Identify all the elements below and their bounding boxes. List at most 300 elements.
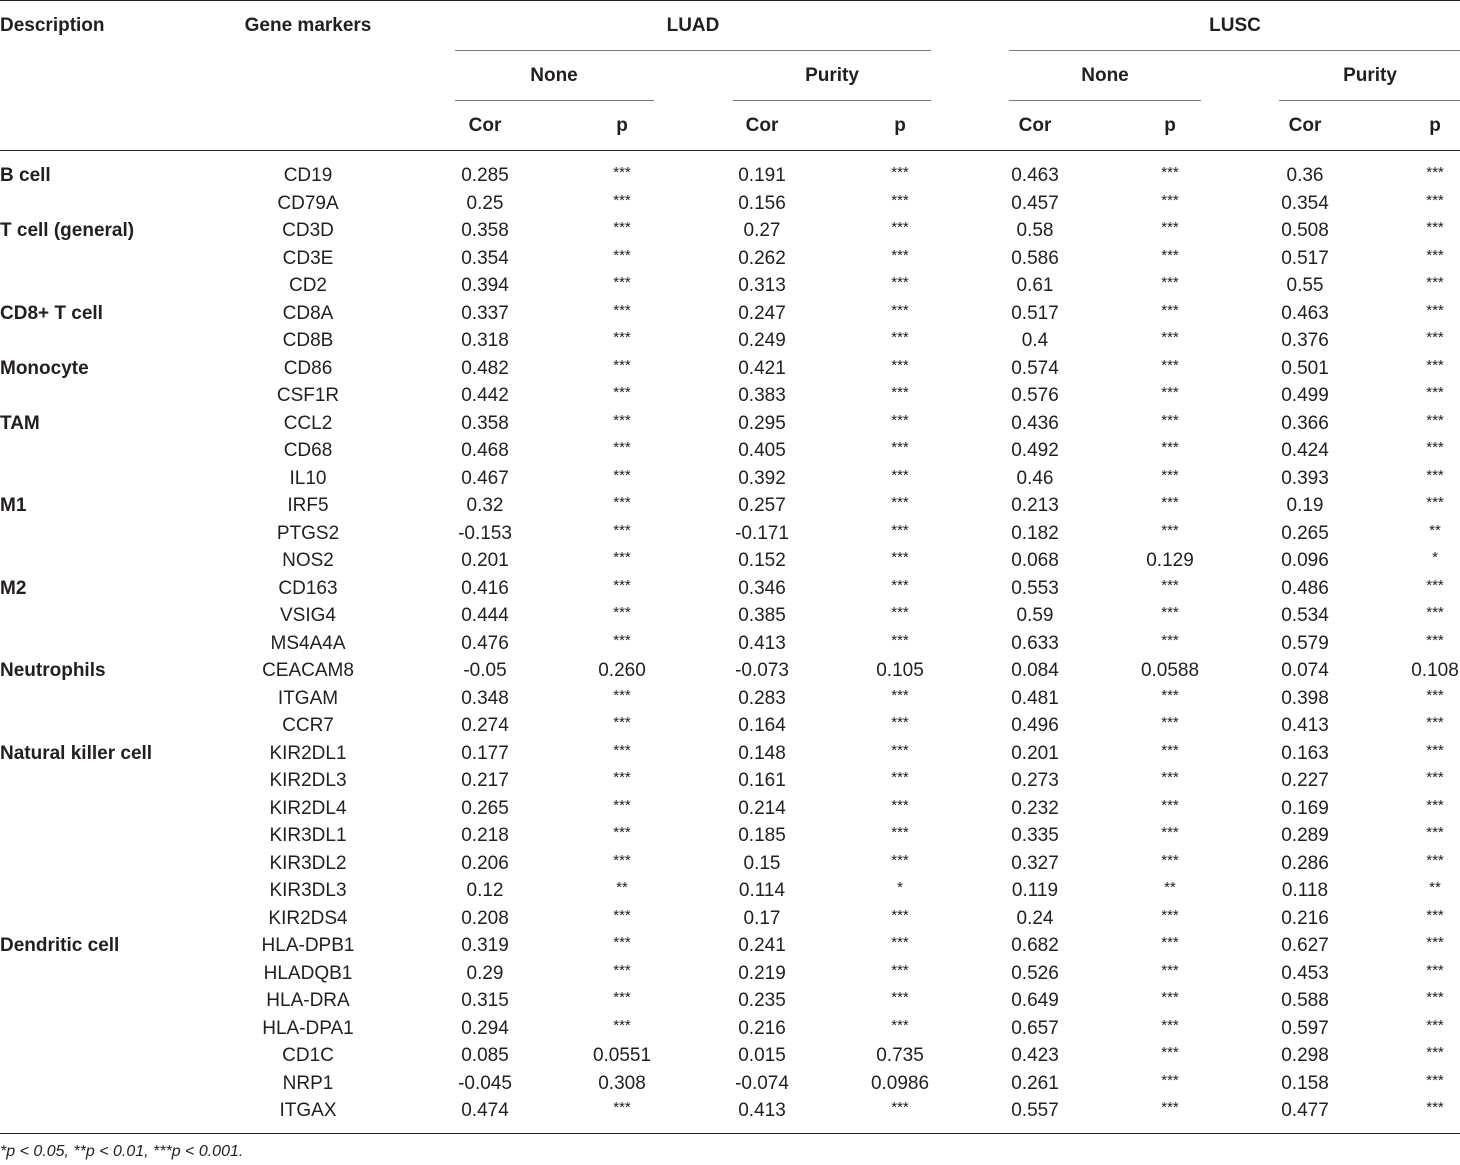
cell-lusc-none-p: ***: [1161, 686, 1179, 704]
cell-lusc-purity-cor: 0.074: [1281, 660, 1329, 681]
cell-luad-none-cor: 0.337: [461, 302, 509, 324]
cell-luad-purity-p: ***: [891, 549, 909, 566]
cell-lusc-none-cor: 0.46: [1016, 467, 1054, 489]
cell-lusc-none-cor: 0.213: [1011, 495, 1059, 516]
cell-luad-purity-cor: 0.219: [738, 962, 786, 984]
cell-luad-purity-p: 0.0986: [870, 1072, 930, 1094]
cell-lusc-purity-cor: 0.169: [1281, 797, 1329, 819]
cell-lusc-none-p: ***: [1161, 384, 1179, 401]
cell-luad-none-p: ***: [613, 411, 631, 429]
cell-lusc-purity-p: ***: [1426, 1099, 1444, 1116]
cell-luad-none-cor: 0.218: [461, 825, 509, 846]
table-row: [0, 1070, 1460, 1098]
cell-lusc-purity-cor: 0.463: [1281, 302, 1329, 324]
cell-lusc-purity-p: ***: [1426, 851, 1444, 869]
cell-gene-marker: PTGS2: [276, 522, 340, 544]
cell-luad-purity-cor: 0.257: [738, 495, 786, 516]
header-lusc-none-cor: Cor: [1018, 115, 1052, 136]
cell-gene-marker: CD79A: [277, 192, 339, 214]
cell-lusc-none-cor: 0.457: [1011, 192, 1059, 214]
cell-luad-none-p: ***: [613, 631, 631, 649]
cell-description: Natural killer cell: [0, 742, 153, 764]
cell-lusc-purity-p: ***: [1426, 274, 1444, 291]
cell-luad-purity-cor: 0.164: [738, 715, 786, 736]
cell-luad-none-p: **: [616, 879, 628, 896]
cell-luad-none-p: ***: [613, 576, 631, 594]
cell-luad-none-cor: 0.315: [461, 990, 509, 1011]
cell-gene-marker: ITGAX: [279, 1100, 337, 1121]
table-row: [0, 905, 1460, 933]
table-row: [0, 740, 1460, 768]
cell-luad-purity-cor: 0.313: [738, 275, 786, 296]
cell-lusc-none-cor: 0.517: [1011, 302, 1059, 324]
cell-luad-purity-cor: 0.413: [738, 632, 786, 654]
cell-luad-purity-p: ***: [891, 769, 909, 786]
cell-lusc-none-p: 0.129: [1146, 550, 1194, 571]
cell-luad-none-cor: 0.348: [461, 687, 509, 709]
cell-lusc-none-cor: 0.182: [1011, 522, 1059, 544]
cell-luad-none-cor: 0.354: [461, 247, 509, 269]
cell-lusc-purity-p: ***: [1426, 164, 1444, 181]
table-row: [0, 520, 1460, 548]
cell-lusc-none-cor: 0.24: [1016, 907, 1054, 929]
cell-luad-none-cor: 0.208: [461, 907, 509, 929]
cell-luad-none-p: ***: [613, 191, 631, 209]
cell-luad-none-p: ***: [613, 686, 631, 704]
cell-gene-marker: HLA-DPB1: [261, 935, 355, 956]
cell-luad-purity-p: 0.105: [876, 660, 924, 681]
cell-lusc-purity-cor: 0.579: [1281, 632, 1329, 654]
cell-lusc-purity-cor: 0.227: [1281, 770, 1329, 791]
cell-lusc-purity-p: ***: [1426, 219, 1444, 236]
cell-luad-purity-cor: 0.385: [738, 605, 786, 626]
cell-luad-none-cor: 0.318: [461, 330, 509, 351]
cell-luad-purity-cor: 0.249: [738, 330, 786, 351]
cell-lusc-purity-p: *: [1432, 549, 1438, 566]
cell-luad-none-p: 0.0551: [592, 1045, 652, 1066]
cell-luad-purity-p: ***: [891, 384, 909, 401]
cell-gene-marker: NOS2: [282, 550, 334, 571]
cell-luad-purity-cor: 0.148: [738, 742, 786, 764]
header-lusc-none-p: p: [1164, 115, 1176, 136]
cell-lusc-purity-p: ***: [1426, 604, 1444, 621]
cell-lusc-purity-cor: 0.354: [1281, 192, 1329, 214]
header-lusc-purity-cor: Cor: [1288, 115, 1322, 136]
cell-lusc-none-cor: 0.463: [1011, 165, 1059, 186]
cell-lusc-none-cor: 0.201: [1011, 742, 1059, 764]
cell-lusc-purity-p: ***: [1426, 356, 1444, 374]
table-row: [0, 767, 1460, 795]
cell-luad-none-cor: 0.32: [466, 495, 504, 516]
cell-lusc-purity-p: ***: [1426, 714, 1444, 731]
cell-lusc-purity-p: ***: [1426, 1044, 1444, 1061]
cell-luad-none-cor: 0.085: [461, 1045, 509, 1066]
cell-luad-none-cor: 0.217: [461, 770, 509, 791]
cell-luad-purity-cor: 0.152: [738, 550, 786, 571]
cell-luad-purity-cor: 0.17: [743, 907, 781, 929]
cell-luad-none-cor: -0.045: [458, 1072, 512, 1094]
cell-lusc-purity-cor: 0.424: [1281, 440, 1329, 461]
cell-lusc-none-p: ***: [1161, 989, 1179, 1006]
cell-lusc-none-cor: 0.657: [1011, 1017, 1059, 1039]
cell-luad-none-p: ***: [613, 549, 631, 566]
cell-lusc-none-p: ***: [1161, 906, 1179, 924]
cell-luad-none-p: ***: [613, 246, 631, 264]
cell-lusc-none-cor: 0.586: [1011, 247, 1059, 269]
lusc-group-rule: [1009, 50, 1460, 51]
cell-luad-none-cor: 0.444: [461, 605, 509, 626]
header-lusc-purity-p: p: [1429, 115, 1441, 136]
table-row: [0, 300, 1460, 328]
cell-lusc-none-p: ***: [1161, 961, 1179, 979]
cell-lusc-none-p: ***: [1161, 604, 1179, 621]
cell-lusc-none-p: ***: [1161, 521, 1179, 539]
cell-lusc-purity-cor: 0.627: [1281, 935, 1329, 956]
cell-gene-marker: CD1C: [282, 1045, 334, 1066]
cell-description: M1: [0, 495, 27, 516]
cell-luad-none-cor: -0.153: [458, 522, 512, 544]
cell-lusc-purity-p: ***: [1426, 384, 1444, 401]
cell-gene-marker: CD2: [288, 275, 328, 296]
header-gene-markers: Gene markers: [244, 15, 372, 36]
cell-lusc-purity-p: ***: [1426, 439, 1444, 456]
cell-luad-purity-cor: 0.235: [738, 990, 786, 1011]
cell-lusc-purity-cor: 0.366: [1281, 412, 1329, 434]
cell-luad-none-cor: 0.12: [466, 880, 504, 901]
cell-luad-purity-p: ***: [891, 439, 909, 456]
cell-luad-purity-cor: -0.073: [735, 660, 789, 681]
cell-lusc-purity-p: ***: [1426, 934, 1444, 951]
cell-luad-none-p: ***: [613, 604, 631, 621]
cell-luad-purity-cor: 0.283: [738, 687, 786, 709]
cell-luad-none-p: ***: [613, 824, 631, 841]
cell-luad-purity-p: ***: [891, 301, 909, 319]
table-row: [0, 327, 1460, 355]
cell-gene-marker: IRF5: [287, 495, 329, 516]
cell-luad-purity-cor: -0.171: [735, 522, 789, 544]
cell-luad-none-p: ***: [613, 989, 631, 1006]
cell-lusc-purity-p: ***: [1426, 769, 1444, 786]
table-row: [0, 822, 1460, 850]
cell-luad-purity-p: ***: [891, 714, 909, 731]
cell-lusc-purity-p: ***: [1426, 989, 1444, 1006]
cell-lusc-none-cor: 0.649: [1011, 990, 1059, 1011]
header-lusc-none: None: [1081, 65, 1129, 86]
cell-luad-purity-p: ***: [891, 411, 909, 429]
cell-lusc-none-p: ***: [1161, 934, 1179, 951]
cell-luad-none-p: ***: [613, 274, 631, 291]
cell-lusc-none-p: ***: [1161, 494, 1179, 511]
cell-luad-purity-p: 0.735: [876, 1045, 924, 1066]
cell-luad-purity-p: ***: [891, 604, 909, 621]
cell-gene-marker: CD3E: [282, 247, 334, 269]
cell-luad-none-cor: 0.467: [461, 467, 509, 489]
cell-lusc-purity-cor: 0.55: [1286, 275, 1324, 296]
cell-lusc-purity-p: ***: [1426, 796, 1444, 814]
table-row: [0, 795, 1460, 823]
cell-luad-none-p: ***: [613, 769, 631, 786]
cell-gene-marker: CD163: [278, 577, 338, 599]
table-row: [0, 547, 1460, 575]
cell-luad-purity-cor: 0.114: [738, 880, 786, 901]
cell-luad-purity-p: ***: [891, 906, 909, 924]
cell-luad-purity-p: ***: [891, 466, 909, 484]
cell-lusc-purity-cor: 0.477: [1281, 1100, 1329, 1121]
cell-luad-purity-cor: 0.405: [738, 440, 786, 461]
cell-description: M2: [0, 577, 27, 599]
cell-lusc-none-p: ***: [1161, 1071, 1179, 1089]
cell-lusc-purity-cor: 0.19: [1286, 495, 1324, 516]
cell-lusc-purity-p: ***: [1426, 494, 1444, 511]
cell-luad-none-cor: 0.468: [461, 440, 509, 461]
cell-luad-none-cor: 0.265: [461, 797, 509, 819]
header-bottom-rule: [0, 150, 1460, 151]
cell-gene-marker: CD86: [283, 357, 333, 379]
cell-luad-purity-cor: -0.074: [735, 1072, 789, 1094]
cell-gene-marker: KIR3DL1: [269, 825, 347, 846]
cell-luad-purity-cor: 0.392: [738, 467, 786, 489]
cell-luad-none-cor: 0.358: [461, 220, 509, 241]
lusc-purity-rule: [1279, 100, 1460, 101]
cell-luad-purity-p: ***: [891, 1016, 909, 1034]
cell-luad-none-p: ***: [613, 384, 631, 401]
cell-luad-purity-cor: 0.413: [738, 1100, 786, 1121]
cell-lusc-none-p: ***: [1161, 439, 1179, 456]
cell-luad-none-p: ***: [613, 1099, 631, 1116]
cell-lusc-purity-cor: 0.588: [1281, 990, 1329, 1011]
cell-luad-purity-cor: 0.295: [738, 412, 786, 434]
cell-luad-none-p: ***: [613, 521, 631, 539]
cell-luad-purity-cor: 0.383: [738, 385, 786, 406]
cell-luad-none-p: ***: [613, 741, 631, 759]
cell-luad-none-p: 0.260: [598, 660, 646, 681]
cell-lusc-purity-p: ***: [1426, 631, 1444, 649]
cell-luad-purity-cor: 0.156: [738, 192, 786, 214]
table-row: [0, 630, 1460, 658]
cell-lusc-none-cor: 0.423: [1011, 1045, 1059, 1066]
cell-gene-marker: MS4A4A: [270, 632, 346, 654]
cell-luad-none-p: ***: [613, 934, 631, 951]
cell-lusc-none-cor: 0.119: [1011, 880, 1059, 901]
cell-lusc-none-p: ***: [1161, 769, 1179, 786]
cell-lusc-none-cor: 0.4: [1021, 330, 1049, 351]
cell-luad-none-p: ***: [613, 219, 631, 236]
cell-lusc-none-p: ***: [1161, 576, 1179, 594]
cell-luad-none-cor: 0.25: [466, 192, 504, 214]
cell-luad-none-cor: 0.285: [461, 165, 509, 186]
cell-lusc-none-p: ***: [1161, 851, 1179, 869]
cell-luad-purity-p: ***: [891, 356, 909, 374]
table-row: [0, 272, 1460, 300]
cell-luad-none-p: ***: [613, 906, 631, 924]
cell-lusc-none-cor: 0.58: [1016, 220, 1054, 241]
table-row: [0, 217, 1460, 245]
header-luad-none: None: [530, 65, 578, 86]
cell-lusc-none-cor: 0.068: [1011, 550, 1059, 571]
cell-luad-none-p: ***: [613, 439, 631, 456]
cell-luad-purity-p: ***: [891, 576, 909, 594]
cell-lusc-none-p: ***: [1161, 466, 1179, 484]
cell-luad-none-cor: 0.177: [461, 742, 509, 764]
cell-luad-none-cor: 0.442: [461, 385, 509, 406]
cell-luad-purity-cor: 0.346: [738, 577, 786, 599]
cell-lusc-purity-cor: 0.534: [1281, 605, 1329, 626]
luad-group-rule: [455, 50, 931, 51]
cell-description: B cell: [0, 165, 51, 186]
cell-lusc-none-cor: 0.526: [1011, 962, 1059, 984]
cell-luad-none-p: ***: [613, 1016, 631, 1034]
lusc-none-rule: [1009, 100, 1201, 101]
header-description: Description: [0, 15, 105, 36]
table-row: [0, 602, 1460, 630]
cell-lusc-none-cor: 0.576: [1011, 385, 1059, 406]
cell-lusc-purity-cor: 0.36: [1286, 165, 1324, 186]
cell-lusc-none-cor: 0.232: [1011, 797, 1059, 819]
cell-luad-none-cor: 0.416: [461, 577, 509, 599]
table-row: [0, 437, 1460, 465]
cell-lusc-none-p: ***: [1161, 219, 1179, 236]
cell-lusc-none-p: ***: [1161, 1044, 1179, 1061]
table-row: [0, 657, 1460, 685]
table-row: [0, 575, 1460, 603]
table-row: [0, 245, 1460, 273]
table-row: [0, 685, 1460, 713]
cell-luad-purity-cor: 0.247: [738, 302, 786, 324]
cell-lusc-none-p: ***: [1161, 824, 1179, 841]
cell-lusc-none-p: ***: [1161, 741, 1179, 759]
cell-lusc-none-cor: 0.481: [1011, 687, 1059, 709]
cell-luad-purity-p: ***: [891, 1099, 909, 1116]
cell-luad-purity-cor: 0.185: [738, 825, 786, 846]
table-bottom-rule: [0, 1133, 1460, 1134]
cell-gene-marker: KIR2DL1: [269, 742, 347, 764]
cell-luad-none-p: ***: [613, 466, 631, 484]
cell-luad-none-p: ***: [613, 301, 631, 319]
cell-luad-none-p: ***: [613, 494, 631, 511]
cell-description: CD8+ T cell: [0, 302, 103, 324]
cell-gene-marker: KIR2DL3: [269, 770, 347, 791]
table-top-rule: [0, 0, 1460, 1]
cell-lusc-none-cor: 0.492: [1011, 440, 1059, 461]
table-footnote: *p < 0.05, **p < 0.01, ***p < 0.001.: [0, 1143, 244, 1160]
cell-gene-marker: KIR3DL3: [269, 880, 347, 901]
cell-luad-purity-p: *: [897, 879, 903, 896]
table-row: [0, 355, 1460, 383]
cell-gene-marker: IL10: [289, 467, 327, 489]
cell-luad-purity-cor: 0.262: [738, 247, 786, 269]
cell-lusc-none-cor: 0.574: [1011, 357, 1059, 379]
cell-lusc-purity-cor: 0.298: [1281, 1045, 1329, 1066]
cell-lusc-none-cor: 0.557: [1011, 1100, 1059, 1121]
cell-lusc-purity-cor: 0.398: [1281, 687, 1329, 709]
cell-lusc-none-p: ***: [1161, 714, 1179, 731]
cell-luad-none-cor: 0.201: [461, 550, 509, 571]
cell-lusc-none-cor: 0.633: [1011, 632, 1059, 654]
cell-lusc-none-cor: 0.436: [1011, 412, 1059, 434]
header-luad-purity-cor: Cor: [745, 115, 779, 136]
table-body: [0, 162, 1460, 1125]
cell-lusc-purity-p: ***: [1426, 576, 1444, 594]
table-row: [0, 987, 1460, 1015]
table-row: [0, 382, 1460, 410]
cell-lusc-none-cor: 0.61: [1016, 275, 1054, 296]
header-luad-purity-p: p: [894, 115, 906, 136]
table-row: [0, 1015, 1460, 1043]
cell-luad-none-p: ***: [613, 796, 631, 814]
cell-luad-purity-p: ***: [891, 851, 909, 869]
cell-gene-marker: VSIG4: [280, 605, 336, 626]
cell-lusc-purity-p: ***: [1426, 686, 1444, 704]
cell-lusc-none-p: ***: [1161, 329, 1179, 346]
cell-lusc-purity-p: ***: [1426, 191, 1444, 209]
table-row: [0, 712, 1460, 740]
header-luad-purity: Purity: [805, 65, 859, 86]
cell-luad-purity-cor: 0.421: [738, 357, 786, 379]
cell-lusc-none-cor: 0.496: [1011, 715, 1059, 736]
cell-luad-purity-p: ***: [891, 741, 909, 759]
cell-lusc-none-cor: 0.682: [1011, 935, 1059, 956]
cell-lusc-purity-cor: 0.517: [1281, 247, 1329, 269]
cell-lusc-none-cor: 0.261: [1011, 1072, 1059, 1094]
cell-luad-none-cor: 0.29: [466, 962, 504, 984]
cell-description: Dendritic cell: [0, 935, 120, 956]
cell-luad-purity-p: ***: [891, 164, 909, 181]
cell-description: Neutrophils: [0, 660, 106, 681]
cell-lusc-purity-cor: 0.286: [1281, 852, 1329, 874]
table-row: [0, 162, 1460, 190]
cell-lusc-purity-p: **: [1429, 879, 1441, 896]
cell-luad-purity-p: ***: [891, 521, 909, 539]
cell-lusc-purity-cor: 0.118: [1281, 880, 1329, 901]
cell-luad-purity-p: ***: [891, 686, 909, 704]
cell-description: Monocyte: [0, 357, 89, 379]
cell-lusc-none-p: 0.0588: [1140, 660, 1200, 681]
cell-luad-none-cor: 0.394: [461, 275, 509, 296]
cell-luad-none-p: ***: [613, 164, 631, 181]
cell-lusc-none-cor: 0.59: [1016, 605, 1054, 626]
header-lusc-purity: Purity: [1343, 65, 1397, 86]
cell-luad-none-p: ***: [613, 851, 631, 869]
cell-luad-purity-p: ***: [891, 631, 909, 649]
cell-lusc-purity-cor: 0.216: [1281, 907, 1329, 929]
table-row: [0, 465, 1460, 493]
cell-luad-purity-cor: 0.161: [738, 770, 786, 791]
cell-gene-marker: HLA-DRA: [266, 990, 350, 1011]
cell-lusc-purity-cor: 0.393: [1281, 467, 1329, 489]
table-row: [0, 492, 1460, 520]
cell-lusc-purity-p: ***: [1426, 1071, 1444, 1089]
cell-description: TAM: [0, 412, 40, 434]
cell-luad-purity-p: ***: [891, 329, 909, 346]
cell-luad-purity-cor: 0.241: [738, 935, 786, 956]
cell-luad-purity-p: ***: [891, 246, 909, 264]
cell-lusc-purity-p: ***: [1426, 466, 1444, 484]
cell-gene-marker: CSF1R: [276, 385, 340, 406]
cell-lusc-none-p: ***: [1161, 1016, 1179, 1034]
cell-gene-marker: KIR2DS4: [268, 907, 348, 929]
cell-lusc-purity-cor: 0.413: [1281, 715, 1329, 736]
cell-gene-marker: KIR2DL4: [269, 797, 347, 819]
cell-luad-none-cor: -0.05: [463, 660, 507, 681]
table-row: [0, 190, 1460, 218]
table-row: [0, 1097, 1460, 1125]
cell-lusc-purity-p: **: [1429, 521, 1441, 539]
cell-luad-none-cor: 0.274: [461, 715, 509, 736]
cell-luad-purity-p: ***: [891, 934, 909, 951]
table-row: [0, 960, 1460, 988]
cell-luad-purity-p: ***: [891, 824, 909, 841]
cell-lusc-purity-p: ***: [1426, 246, 1444, 264]
